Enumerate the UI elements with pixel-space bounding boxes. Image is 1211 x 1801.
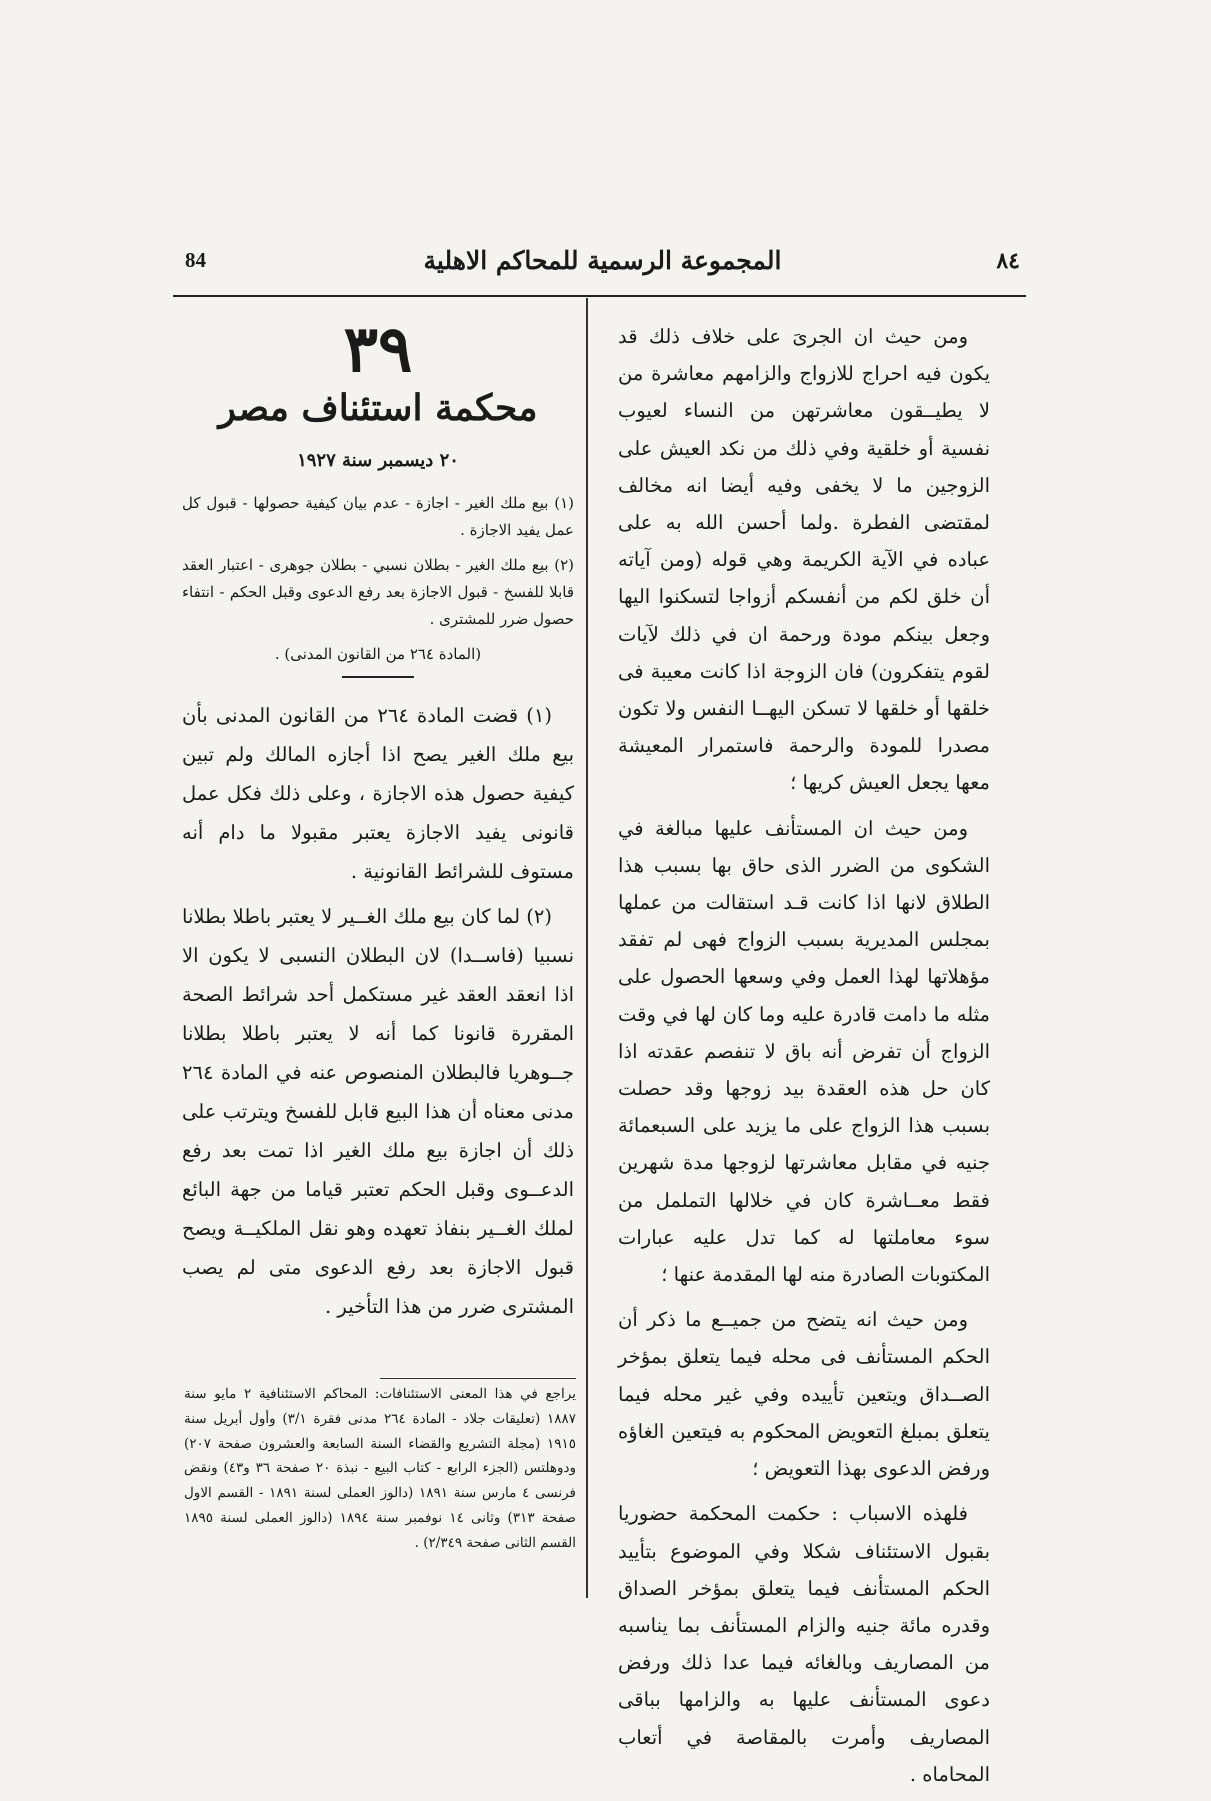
summary-item-2: (٢) بيع ملك الغير - بطلان نسبي - بطلان جوهرى - اعتبار العقد قابلا للفسخ - قبول الاجازة بعد رفع الدعوى وقبل الحكم - انتفاء حصول ضرر للمشترى .	[182, 556, 574, 628]
page-number-latin: 84	[185, 248, 206, 272]
footnote: يراجع في هذا المعنى الاستئنافات: المحاكم الاستئنافية ٢ مايو سنة ١٨٨٧ (تعليقات جلاد - المادة ٢٦٤ مدنى فقرة ٣/١) وأول أبريل سنة ١٩١٥ (مجلة التشريع والقضاء السنة السابعة والعشرون صفحة ٢٠٧) ودوهلتس (الجزء الرابع - كتاب البيع - نبذة ٢٠ صفحة ٣٦ و٤٣) ونقض فرنسى ٤ مارس سنة ١٨٩١ (دالوز العملى لسنة ١٨٩١ - القسم الاول صفحة ٣١٣) وثانى ١٤ نوفمبر سنة ١٨٩٤ (دالوز العملى لسنة ١٨٩٥ القسم الثانى صفحة ٢/٣٤٩) .	[184, 1386, 577, 1551]
running-title: المجموعة الرسمية للمحاكم الاهلية	[423, 246, 782, 275]
right-paragraph-4: فلهذه الاسباب : حكمت المحكمة حضوريا بقبول الاستئناف شكلا وفي الموضوع بتأييد الحكم المستأنف فيما يتعلق بمؤخر الصداق وقدره مائة جنيه والزام المستأنف بما يناسبه من المصاريف وبالغائه فيما عدا ذلك ورفض دعوى المستأنف عليها به والزامها بباقى المصاريف وأمرت بالمقاصة في أتعاب المحاماه .	[618, 1502, 990, 1786]
case-summary	[182, 490, 574, 668]
right-paragraph-3: ومن حيث انه يتضح من جميــع ما ذكر أن الحكم المستأنف فى محله فيما يتعلق بمؤخر الصــداق ويتعين تأييده وفي غير محله فيما يتعلق بمبلغ التعويض المحكوم به فيتعين الغاؤه ورفض الدعوى بهذا التعويض ؛	[618, 1308, 990, 1481]
page-number-arabic: ٨٤	[996, 248, 1020, 274]
summary-law-reference: (المادة ٢٦٤ من القانون المدنى) .	[274, 645, 482, 663]
case-number: ٣٩	[343, 312, 413, 387]
right-column	[618, 318, 990, 1801]
summary-rule	[342, 676, 414, 678]
column-divider	[586, 298, 588, 1598]
court-name: محكمة استئناف مصر	[218, 387, 538, 429]
footnote-rule	[380, 1378, 576, 1379]
body-paragraph-2: (٢) لما كان بيع ملك الغــير لا يعتبر باطلا بطلانا نسبيا (فاســدا) لان البطلان النسبى لا يكون الا اذا انعقد العقد غير مستكمل أحد شرائط الصحة المقررة قانونا كما أنه لا يعتبر باطلا بطلانا جــوهريا فالبطلان المنصوص عنه في المادة ٢٦٤ مدنى معناه أن هذا البيع قابل للفسخ ويترتب على ذلك أن اجازة بيع ملك الغير اذا تمت بعد رفع الدعــوى وقبل الحكم تعتبر قياما من جهة البائع لملك الغــير بنفاذ تعهده وهو نقل الملكيــة ويصح قبول الاجازة بعد رفع الدعوى متى لم يصب المشترى ضرر من هذا التأخير .	[182, 905, 574, 1318]
case-date: ٢٠ ديسمبر سنة ١٩٢٧	[297, 450, 459, 471]
right-paragraph-2: ومن حيث ان المستأنف عليها مبالغة في الشكوى من الضرر الذى حاق بها بسبب هذا الطلاق لانها اذا كانت قـد استقالت من عملها بمجلس المديرية بسبب الزواج فهى لم تفقد مؤهلاتها لهذا العمل وفي وسعها الحصول على مثله ما دامت قادرة عليه وما كان لها في وقت الزواج أن تفرض أنه باق لا تنفصم عقدته اذا كان حل هذه العقدة بيد زوجها وقد حصلت بسبب هذا الزواج على ما يزيد على السبعمائة جنيه في مقابل معاشرتها لزوجها مدة شهرين فقط معــاشرة كان في خلالها التململ من سوء معاملتها له كما تدل عليه عبارات المكتوبات الصادرة منه لها المقدمة عنها ؛	[618, 816, 990, 1287]
case-body	[182, 696, 574, 1326]
page-header	[185, 244, 1020, 288]
body-paragraph-1: (١) قضت المادة ٢٦٤ من القانون المدنى بأن بيع ملك الغير يصح اذا أجازه المالك ولم تبين كيفية حصول هذه الاجازة ، وعلى ذلك فكل عمل قانونى يفيد الاجازة يعتبر مقبولا ما دام أنه مستوف للشرائط القانونية .	[182, 704, 574, 883]
header-rule	[173, 295, 1026, 297]
right-paragraph-1: ومن حيث ان الجرىَ على خلاف ذلك قد يكون فيه احراج للازواج والزامهم معاشرة من لا يطيــقون معاشرتهن من النساء لعيوب نفسية أو خلقية وفي ذلك من نكد العيش على الزوجين ما لا يخفى وفيه أيضا انه مخالف لمقتضى الفطرة .ولما أحسن الله به على عباده في الآية الكريمة وهي قوله (ومن آياته أن خلق لكم من أنفسكم أزواجا لتسكنوا اليها وجعل بينكم مودة ورحمة ان في ذلك لآيات لقوم يتفكرون) فان الزوجة اذا كانت معيبة فى خلقها أو خلقها لا تسكن اليهــا النفس ولا تكون مصدرا للمودة والرحمة فاستمرار المعيشة معها يجعل العيش كريها ؛	[618, 325, 990, 795]
left-column	[182, 312, 574, 1332]
summary-item-1: (١) بيع ملك الغير - اجازة - عدم بيان كيفية حصولها - قبول كل عمل يفيد الاجازة .	[182, 494, 574, 539]
